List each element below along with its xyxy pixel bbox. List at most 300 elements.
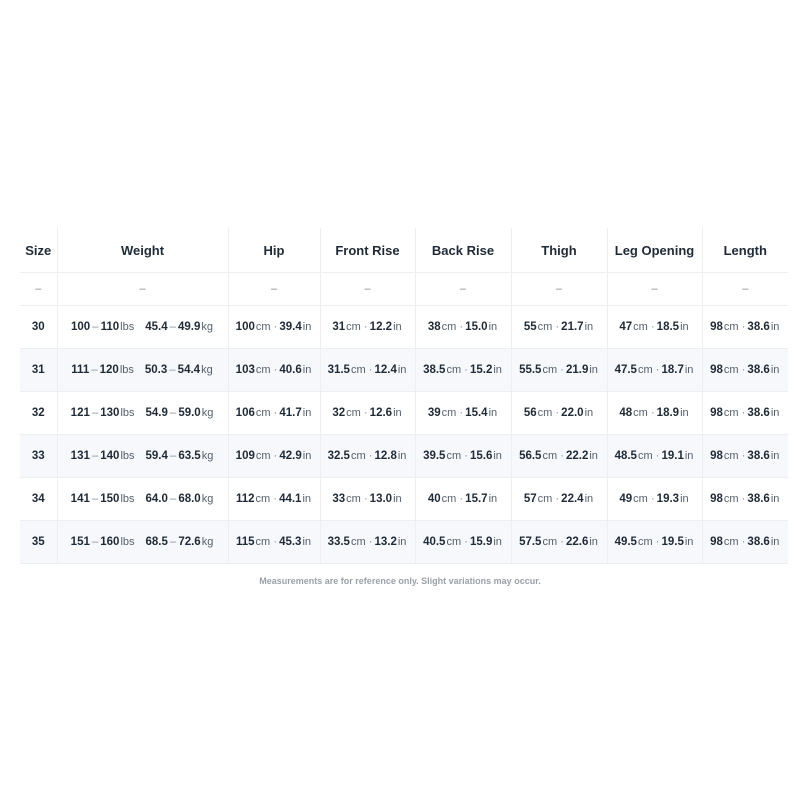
unit-separator: · [555,493,560,505]
range-dash: – [91,493,99,505]
in-unit: in [488,407,498,419]
weight-cell [57,392,228,435]
size-table [20,228,788,564]
in-value: 19.3 [656,493,680,505]
in-unit: in [770,364,780,376]
lbs-high: 110 [100,321,120,333]
unit-separator: · [459,493,464,505]
kg-unit: kg [201,364,213,376]
cm-value: 55.5 [519,364,542,376]
in-unit: in [770,493,780,505]
in-unit: in [770,321,780,333]
in-value: 12.8 [374,450,397,462]
cm-unit: cm [542,536,558,548]
cm-unit: cm [255,407,271,419]
cm-value: 31 [332,321,346,333]
unit-separator: · [368,450,373,462]
table-row [20,478,788,521]
cm-unit: cm [542,364,558,376]
footnote: Measurements are for reference only. Slight variations may occur. [259,576,541,586]
cm-value: 55 [523,321,537,333]
kg-low: 50.3 [144,364,168,376]
in-unit: in [302,321,312,333]
unit-separator: · [655,450,660,462]
cm-value: 100 [235,321,255,333]
cm-value: 32.5 [327,450,350,462]
kg-low: 45.4 [145,321,168,333]
cm-unit: cm [350,536,366,548]
cm-unit: cm [346,321,361,333]
kg-low: 54.9 [145,407,168,419]
cm-value: 98 [710,536,723,548]
length-cell [702,521,788,564]
in-unit: in [493,536,502,548]
placeholder-cell: – [511,273,607,306]
unit-separator: · [459,321,464,333]
cm-value: 98 [710,493,723,505]
back-rise-cell [415,392,511,435]
unit-separator: · [555,407,560,419]
cm-unit: cm [633,493,648,505]
lbs-unit: lbs [120,536,135,548]
leg-opening-cell [607,521,702,564]
cm-unit: cm [255,493,271,505]
placeholder-row [20,273,788,306]
thigh-cell [511,306,607,349]
cm-unit: cm [537,321,553,333]
size-cell: 33 [20,435,57,478]
cm-unit: cm [723,450,739,462]
in-unit: in [684,536,694,548]
cm-unit: cm [723,321,739,333]
hip-cell [228,392,320,435]
unit-separator: · [650,321,655,333]
unit-separator: · [464,536,468,548]
front-rise-cell [320,349,415,392]
range-dash: – [169,364,176,376]
thigh-cell [511,521,607,564]
in-unit: in [393,321,402,333]
cm-value: 48 [619,407,633,419]
leg-opening-cell [607,478,702,521]
unit-separator: · [655,364,660,376]
in-unit: in [770,536,780,548]
unit-separator: · [741,450,746,462]
lbs-low: 100 [70,321,91,333]
in-value: 13.2 [374,536,397,548]
in-value: 38.6 [747,450,770,462]
header-hip: Hip [228,228,320,273]
lbs-unit: lbs [120,321,135,333]
cm-value: 98 [710,364,723,376]
cm-value: 49 [619,493,633,505]
cm-value: 56.5 [519,450,542,462]
in-value: 12.6 [369,407,393,419]
leg-opening-cell [607,392,702,435]
in-unit: in [770,450,780,462]
hip-cell [228,349,320,392]
lbs-high: 160 [100,536,120,548]
unit-separator: · [560,364,564,376]
in-unit: in [770,407,780,419]
cm-value: 31.5 [327,364,350,376]
in-value: 42.9 [279,450,302,462]
cm-unit: cm [542,450,558,462]
cm-value: 112 [235,493,255,505]
hip-cell [228,521,320,564]
front-rise-cell [320,392,415,435]
cm-value: 48.5 [614,450,637,462]
cm-unit: cm [537,493,553,505]
in-value: 15.9 [469,536,493,548]
unit-separator: · [741,364,746,376]
range-dash: – [91,364,98,376]
unit-separator: · [273,450,278,462]
in-value: 40.6 [279,364,302,376]
kg-low: 64.0 [145,493,168,505]
kg-high: 63.5 [178,450,201,462]
size-cell: 31 [20,349,57,392]
unit-separator: · [555,321,560,333]
in-unit: in [584,407,594,419]
in-unit: in [397,536,407,548]
hip-cell [228,478,320,521]
weight-cell [57,306,228,349]
weight-cell [57,521,228,564]
unit-separator: · [273,321,278,333]
placeholder-cell: – [57,273,228,306]
unit-separator: · [368,536,373,548]
cm-value: 49.5 [614,536,637,548]
in-unit: in [302,407,312,419]
kg-unit: kg [201,536,214,548]
in-unit: in [684,364,694,376]
cm-value: 33 [332,493,346,505]
hip-cell [228,435,320,478]
cm-value: 109 [235,450,255,462]
header-size: Size [20,228,57,273]
in-unit: in [680,493,689,505]
lbs-high: 150 [100,493,120,505]
in-unit: in [488,321,498,333]
unit-separator: · [273,407,278,419]
in-value: 38.6 [747,321,770,333]
in-unit: in [680,321,689,333]
cm-unit: cm [441,493,457,505]
back-rise-cell [415,435,511,478]
size-cell: 30 [20,306,57,349]
cm-unit: cm [723,364,739,376]
in-value: 19.5 [661,536,684,548]
in-unit: in [589,450,598,462]
kg-high: 72.6 [178,536,201,548]
in-value: 15.4 [465,407,488,419]
in-value: 15.0 [465,321,488,333]
in-unit: in [302,493,312,505]
in-unit: in [684,450,694,462]
in-unit: in [488,493,498,505]
unit-separator: · [363,493,368,505]
length-cell [702,349,788,392]
cm-unit: cm [346,493,361,505]
back-rise-cell [415,478,511,521]
size-chart [20,228,788,564]
size-cell: 35 [20,521,57,564]
unit-separator: · [655,536,660,548]
lbs-low: 121 [70,407,90,419]
length-cell [702,392,788,435]
range-dash: – [91,407,99,419]
header-weight: Weight [57,228,228,273]
unit-separator: · [464,450,468,462]
in-unit: in [397,364,407,376]
in-unit: in [589,364,598,376]
unit-separator: · [273,536,278,548]
cm-value: 33.5 [327,536,350,548]
cm-unit: cm [446,364,462,376]
cm-unit: cm [350,450,366,462]
in-unit: in [493,364,502,376]
range-dash: – [169,407,177,419]
cm-unit: cm [255,364,271,376]
in-value: 41.7 [279,407,302,419]
in-value: 21.9 [565,364,589,376]
lbs-high: 120 [99,364,119,376]
in-unit: in [397,450,407,462]
cm-unit: cm [446,536,462,548]
thigh-cell [511,478,607,521]
in-value: 22.6 [565,536,589,548]
in-value: 22.0 [561,407,584,419]
length-cell [702,478,788,521]
lbs-low: 131 [70,450,90,462]
cm-value: 57 [523,493,537,505]
range-dash: – [92,321,99,333]
cm-value: 98 [710,321,723,333]
weight-cell [57,349,228,392]
weight-cell [57,435,228,478]
lbs-high: 140 [100,450,120,462]
in-unit: in [302,536,312,548]
cm-unit: cm [633,321,648,333]
cm-unit: cm [441,321,457,333]
header-row [20,228,788,273]
kg-unit: kg [201,493,214,505]
cm-unit: cm [537,407,553,419]
cm-value: 57.5 [519,536,542,548]
in-value: 22.4 [561,493,584,505]
cm-unit: cm [637,450,653,462]
front-rise-cell [320,478,415,521]
in-value: 38.6 [747,364,770,376]
thigh-cell [511,435,607,478]
cm-unit: cm [633,407,648,419]
in-unit: in [302,364,312,376]
in-unit: in [393,407,402,419]
lbs-unit: lbs [120,407,135,419]
table-row [20,392,788,435]
cm-unit: cm [723,407,739,419]
range-dash: – [91,450,99,462]
table-row [20,306,788,349]
range-dash: – [169,493,177,505]
cm-value: 115 [235,536,255,548]
in-value: 18.9 [656,407,680,419]
in-value: 38.6 [747,536,770,548]
in-value: 21.7 [561,321,584,333]
in-unit: in [302,450,312,462]
lbs-low: 151 [70,536,90,548]
kg-high: 68.0 [178,493,201,505]
unit-separator: · [650,493,655,505]
unit-separator: · [741,536,746,548]
cm-unit: cm [637,536,653,548]
table-row [20,521,788,564]
hip-cell [228,306,320,349]
placeholder-cell: – [228,273,320,306]
in-value: 22.2 [565,450,589,462]
placeholder-cell: – [415,273,511,306]
unit-separator: · [363,407,368,419]
unit-separator: · [741,321,746,333]
cm-value: 40 [427,493,441,505]
weight-cell [57,478,228,521]
header-leg-opening: Leg Opening [607,228,702,273]
kg-low: 68.5 [145,536,168,548]
unit-separator: · [368,364,373,376]
in-value: 12.4 [374,364,397,376]
cm-unit: cm [637,364,653,376]
in-value: 19.1 [661,450,684,462]
thigh-cell [511,349,607,392]
front-rise-cell [320,306,415,349]
in-value: 13.0 [369,493,393,505]
lbs-unit: lbs [120,450,135,462]
leg-opening-cell [607,435,702,478]
cm-unit: cm [350,364,366,376]
cm-unit: cm [723,536,739,548]
cm-value: 47.5 [614,364,637,376]
header-thigh: Thigh [511,228,607,273]
kg-high: 59.0 [178,407,201,419]
table-row [20,349,788,392]
range-dash: – [169,536,177,548]
kg-unit: kg [201,450,214,462]
unit-separator: · [560,450,564,462]
range-dash: – [169,450,177,462]
back-rise-cell [415,306,511,349]
cm-unit: cm [346,407,361,419]
in-value: 44.1 [279,493,302,505]
unit-separator: · [459,407,464,419]
unit-separator: · [464,364,468,376]
kg-high: 54.4 [177,364,201,376]
lbs-high: 130 [100,407,120,419]
in-value: 38.6 [747,407,770,419]
placeholder-cell: – [320,273,415,306]
lbs-low: 141 [70,493,90,505]
unit-separator: · [650,407,655,419]
in-value: 12.2 [369,321,393,333]
cm-unit: cm [441,407,457,419]
length-cell [702,435,788,478]
size-cell: 32 [20,392,57,435]
placeholder-cell: – [702,273,788,306]
unit-separator: · [560,536,564,548]
length-cell [702,306,788,349]
unit-separator: · [741,407,746,419]
unit-separator: · [363,321,368,333]
in-value: 15.2 [469,364,493,376]
leg-opening-cell [607,306,702,349]
cm-value: 39 [427,407,441,419]
in-value: 15.6 [469,450,493,462]
range-dash: – [169,321,176,333]
in-unit: in [584,321,594,333]
cm-value: 106 [235,407,255,419]
cm-value: 39.5 [423,450,446,462]
cm-unit: cm [255,450,271,462]
cm-value: 56 [523,407,537,419]
unit-separator: · [273,364,278,376]
back-rise-cell [415,349,511,392]
cm-value: 32 [332,407,346,419]
in-unit: in [393,493,402,505]
in-value: 15.7 [465,493,488,505]
header-length: Length [702,228,788,273]
unit-separator: · [741,493,746,505]
kg-high: 49.9 [178,321,201,333]
cm-value: 38.5 [423,364,446,376]
range-dash: – [91,536,99,548]
cm-value: 38 [427,321,441,333]
in-value: 18.5 [656,321,680,333]
placeholder-cell: – [607,273,702,306]
cm-value: 103 [235,364,255,376]
lbs-unit: lbs [120,493,135,505]
kg-low: 59.4 [145,450,168,462]
front-rise-cell [320,435,415,478]
header-front-rise: Front Rise [320,228,415,273]
cm-unit: cm [723,493,739,505]
placeholder-cell: – [20,273,57,306]
cm-value: 98 [710,407,723,419]
cm-value: 40.5 [423,536,446,548]
lbs-low: 111 [71,364,90,376]
in-unit: in [493,450,502,462]
in-unit: in [584,493,594,505]
kg-unit: kg [201,407,214,419]
in-unit: in [680,407,689,419]
cm-unit: cm [255,321,271,333]
header-back-rise: Back Rise [415,228,511,273]
cm-unit: cm [255,536,271,548]
table-row [20,435,788,478]
thigh-cell [511,392,607,435]
cm-value: 47 [619,321,633,333]
in-value: 38.6 [747,493,770,505]
in-unit: in [589,536,598,548]
in-value: 39.4 [279,321,302,333]
leg-opening-cell [607,349,702,392]
front-rise-cell [320,521,415,564]
in-value: 45.3 [279,536,302,548]
back-rise-cell [415,521,511,564]
in-value: 18.7 [661,364,684,376]
lbs-unit: lbs [119,364,134,376]
kg-unit: kg [201,321,214,333]
size-cell: 34 [20,478,57,521]
